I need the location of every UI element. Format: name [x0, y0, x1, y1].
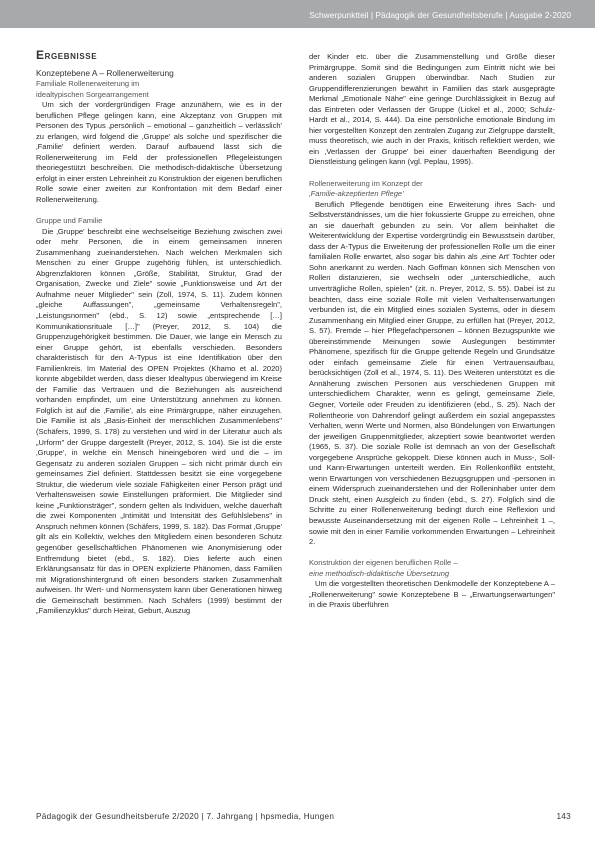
subsection-2-paragraph: Die ‚Gruppe' beschreibt eine wechselseitige Beziehung zwischen zwei oder mehr Personen, die in einem gemeinsamen inneren Zusammenhang zueinanderstehen. Nach welchen Merkmalen sich Menschen zu einer Gruppe zugehörig fühlen, ist unterschiedlich. Abgrenzfaktoren können „Größe, Stabilität, Struktur, Grad der Organisation, Zwecke und Ziele" sowie „Funktionsweise und Art der Aufnahme neuer Mitglieder" sein (Zoll, 1974, S. 11). Zudem können „gleiche Auffassungen", „gemeinsame Verhaltensregeln", „Leistungsnormen" (ebd., S. 12) sowie „entsprechende […] Kommunikationsrituale […]" (Preyer, 2012, S. 104) die Gruppenzugehörigkeit bestimmen. Die Dauer, wie lange ein Mensch zu einer Gruppe gehört, ist ebenfalls verschieden. Besonders charakteristisch für den A-Typus ist eine Identifikation über den Familienkreis. Im Material des OPEN Projektes (Khamo et al. 2020) konnte abgebildet werden, dass dieser Idealtypus überwiegend im Kreise der Familie das Vertrauen und die Beziehungen als ausreichend vorhanden empfindet, um eine Unterstützung annehmen zu können. Folglich ist auf die ‚Familie', als eine Primärgruppe, näher einzugehen. Die Familie ist als „Basis-Einheit der menschlichen Zusammenlebens" (Schäfers, 1999, S. 178) zu verstehen und wird in der Literatur auch als „Urform" der Gruppe dargestellt (Preyer, 2012, S. 104). Sie ist die erste ‚Gruppe', in welche ein Mensch hineingeboren wird und die – im Gegensatz zu anderen sozialen Gruppen – sich nicht primär durch ein gemeinsames Ziel definiert. Stattdessen besitzt sie eine vorgegebene Struktur, die wiederum viele soziale Fähigkeiten einer Person prägt und Verhaltensweisen sowie Einstellungen präformiert. Die Mitglieder sind keine „Funktionsträger", sondern gelten als Individuen, welche dauerhaft die zwei Komponenten „Intimität und Intensität des Gefühlslebens" in Anspruch nehmen können (Schäfers, 1999, S. 182). Das Format ‚Gruppe' gilt als ein Kollektiv, welches den Mitgliedern einen besonderen Schutz gegenüber gesellschaftlichen Phänomenen wie Anonymisierung oder Entfremdung bietet (ebd., S. 182). Dies lieferte auch einen Erklärungsansatz für das in OPEN explizierte Phänomen, dass Familien mit Migrationshintergrund oft einen besonders starken Zusammenhalt aufweisen. Ihr Wert- und Normensystem kann über Generationen hinweg die Gemeinschaft bestimmen. Nach Schäfers (1999) bestimmt der „Familienzyklus" durch Heirat, Geburt, Auszug	[36, 226, 283, 616]
subsection-4-subtitle: eine methodisch-didaktische Übersetzung	[309, 568, 450, 578]
section-title: Ergebnisse	[36, 48, 98, 62]
subsection-3-title-line1: Rollenerweiterung im Konzept der	[309, 178, 423, 188]
subsection-3-title-line2: ‚Familie-akzeptierten Pflege'	[309, 189, 404, 199]
subsection-4-title: Konstruktion der eigenen beruflichen Rolle –	[309, 558, 458, 568]
subsection-2-title: Gruppe und Familie	[36, 216, 103, 226]
subsection-4-paragraph: Um die vorgestellten theoretischen Denkmodelle der Konzeptebene A – „Rollenerweiterung" sowie Konzeptebene B – „Erwartungserwartungen" in die Praxis überführen	[309, 579, 555, 610]
subsection-1-subtitle-line1: Familiale Rollenerweiterung im	[36, 79, 140, 88]
header-bar	[0, 0, 595, 28]
page-number: 143	[556, 812, 571, 821]
right-column	[309, 52, 555, 611]
right-paragraph-1: der Kinder etc. über die Zusammenstellung und Größe dieser Primärgruppe. Somit sind die Bedingungen zum Eintritt nicht wie bei anderen sozialen Gruppen überwindbar. Nach Studien zur Gruppendifferenzierungen bewährt in Familien das stark ausgeprägte Merkmal „Emotionale Nähe" eine geringe Durchlässigkeit in Bezug auf das Eintreten oder Verlassen der Gruppe (Lickel et al., 2000; Schulz-Hardt et al., 2014, S. 444). Da eine persönliche emotionale Bindung im hier vorgestellten Konzept den zentralen Zugang zur Zielgruppe darstellt, muss theoretisch, wie auch in der Praxis, kritisch reflektiert werden, wie ein ‚Verlassen der Gruppe' bei einer dauerhaften Beendigung der Dienstleistung gelingen kann (vgl. Peplau, 1995).	[309, 52, 555, 167]
running-head: Schwerpunktteil | Pädagogik der Gesundheitsberufe | Ausgabe 2-2020	[309, 10, 571, 20]
left-column	[36, 48, 282, 617]
subsection-3-paragraph: Beruflich Pflegende benötigen eine Erweiterung ihres Sach- und Selbstverständnisses, um die hier fokussierte Gruppe zu erreichen, ohne an sie dauerhaft gebunden zu sein. Vor allem beinhaltet die Weiterentwicklung der Expertise vordergründig ein Bewusstsein darüber, dass der A-Typus die Erweiterung der professionellen Rolle um die einer familialen Rolle erwartet, also sogar bis dahin als ‚eine Art' Tochter oder Sohn anerkannt zu werden. Nach Goffman können sich Menschen von Rollen distanzieren, sie wechseln oder „unterschiedliche, auch unverträgliche Rollen, spielen" (zit. n. Preyer, 2012, S. 55). Dabei ist zu beachten, dass eine soziale Rolle mit vielen Verhaltenserwartungen verbunden ist, die ein Mitglied eines sozialen Systems, oder in diesem Zusammenhang ein Mitglied einer Gruppe, zu erfüllen hat (Preyer, 2012, S. 57). Fremde – hier Pflegefachpersonen – können Bezugspunkte wie übereinstimmende Meinungen sowie Auslegungen bestimmter Phänomene, spezifisch für die Gruppe geltende Regeln und Grundsätze oder einfach gemeinsame Ziele für einen Vertrauensaufbau, berücksichtigen (Zoll et al., 1974, S. 11). Des Weiteren unterstützt es die Annäherung zwischen Personen aus verschiedenen Gruppen mit unterschiedlichem Charakter, wenn es gelingt, gemeinsame Ziele, Gegner, Vorteile oder Freuden zu identifizieren (ebd., S. 25). Nach der Rollentheorie von Dahrendorf gelingt außerdem ein sozial angepasstes Verhalten, wenn Werte und Normen, also Bündelungen von Erwartungen der jeweiligen Gruppenmitglieder, akzeptiert sowie beantwortet werden (1965, S. 37). Die soziale Rolle ist demnach an von der Gesellschaft vorgegebene Ansprüche gekoppelt. Diese können auch in Muss-, Soll- und Kann-Erwartungen unterteilt werden. Ein Rollenkonflikt entsteht, wenn Erwartungen von verschiedenen Bezugsgruppen und -personen in einem Widerspruch zueinanderstehen und der Rolleninhaber unter dem Druck steht, einen Ausgleich zu finden (ebd., S. 27). Folglich sind die Schritte zu einer Rollenerweiterung bedingt durch eine Reflexion und bewusste Auseinandersetzung mit der eigenen Rolle – Lehreinheit 1 –, sowie mit den in einer Familie vorkommenden Erwartungen – Lehreinheit 2.	[309, 199, 555, 547]
subsection-1-paragraph: Um sich der vordergründigen Frage anzunähern, wie es in der beruflichen Pflege gelingen kann, eine Akzeptanz von Gruppen mit Personen des Typus ‚persönlich – emotional – ganzheitlich – verlässlich' zu erlangen, wird folgend die ‚Gruppe' als solche und spezifischer die ‚Familie' definiert werden. Darauf aufbauend lässt sich die Rollenerweiterung im Feld der professionellen Pflegeleistungen theoriegestützt beschreiben. Die methodisch-didaktische Übersetzung erfolgt in einer ersten Lehreinheit zu Konstruktion der eigenen beruflichen Rolle sowie einer zweiten zur Konfrontation mit dem Bedarf einer Rollenerweiterung.	[36, 100, 282, 205]
subsection-1-title: Konzeptebene A – Rollenerweiterung	[36, 68, 174, 78]
subsection-1-subtitle-line2: idealtypischen Sorgearrangement	[36, 89, 149, 99]
footer-text: Pädagogik der Gesundheitsberufe 2/2020 | 7. Jahrgang | hpsmedia, Hungen	[36, 812, 335, 821]
